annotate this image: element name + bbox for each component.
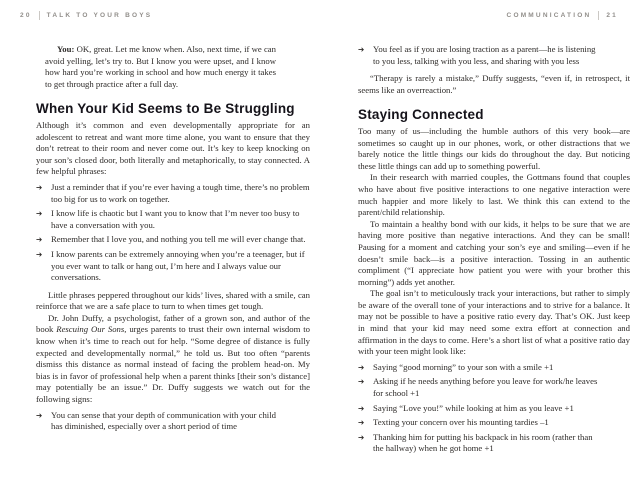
paragraph: To maintain a healthy bond with our kids, it helps to be sure that we are having more positive than negative interactions. And they can be small! Pausing for a moment and catching your son’s eye and smiling—even if he doesn’t smile back—is a positive interaction. Tossing in an authentic compliment (“I appreciate how patient you were with your brother this morning”) adds yet another. (358, 218, 630, 287)
list-item (36, 234, 310, 246)
duffy-text-before: Dr. John Duffy, a psychologist, father of a grown son, and author of the book (36, 312, 310, 335)
left-running-head: TALK TO YOUR BOYS (46, 12, 153, 19)
right-page-header (507, 11, 618, 20)
left-page-body (36, 44, 310, 439)
warning-signs-list (36, 410, 310, 433)
arrow-bullet-icon: ➔ (358, 45, 365, 54)
list-item (36, 410, 310, 433)
list-item (358, 403, 630, 415)
arrow-bullet-icon: ➔ (36, 249, 43, 259)
right-running-head: COMMUNICATION (506, 12, 592, 19)
helpful-phrases-list (36, 182, 310, 284)
list-item-text: Thanking him for putting his backpack in his room (rather than the hallway) when he got home +1 (373, 431, 593, 454)
left-page-number: 20 (20, 12, 32, 19)
intro-paragraph: Although it’s common and even developmentally appropriate for an adolescent to retreat and want more time alone, you want to ensure that they don’t retreat to their room and never come out. It’s key to keep knocking on your son’s closed door, both literally and metaphorically, to stay connected. A few helpful phrases: (36, 119, 310, 177)
list-item (36, 208, 310, 231)
right-page-number: 21 (606, 12, 618, 19)
list-item (36, 249, 310, 284)
dialogue-paragraph (45, 44, 276, 90)
list-item-text: Saying “Love you!” while looking at him as you leave +1 (373, 402, 574, 413)
arrow-bullet-icon: ➔ (36, 209, 43, 219)
list-item (358, 362, 630, 374)
list-item (358, 44, 630, 67)
arrow-bullet-icon: ➔ (358, 377, 365, 387)
arrow-bullet-icon: ➔ (36, 182, 43, 192)
section-heading-struggling: When Your Kid Seems to Be Struggling (36, 101, 295, 117)
arrow-bullet-icon: ➔ (36, 410, 43, 420)
little-phrases-paragraph: Little phrases peppered throughout our kids’ lives, shared with a smile, can reinforce that we are a safe place to turn to when times get tough. (36, 289, 310, 312)
dialogue-speaker: You: (57, 44, 75, 54)
list-item-text: I know life is chaotic but I want you to know that I’m never too busy to have a conversation with you. (51, 208, 300, 230)
arrow-bullet-icon: ➔ (358, 403, 365, 413)
arrow-bullet-icon: ➔ (358, 362, 365, 372)
list-item (358, 432, 630, 455)
list-item-text: You feel as if you are losing traction as a parent—he is listening to you less, talking with you less, and sharing with you less (373, 44, 596, 66)
warning-signs-list-continued (358, 44, 630, 67)
left-page-header (20, 11, 152, 20)
list-item (36, 182, 310, 205)
arrow-bullet-icon: ➔ (358, 418, 365, 428)
list-item-text: You can sense that your depth of communication with your child has diminished, especially over a short period of time (51, 409, 276, 432)
book-title-italic: Rescuing Our Sons (56, 324, 125, 335)
section-heading-staying-connected: Staying Connected (358, 107, 484, 123)
dialogue-text: OK, great. Let me know when. Also, next time, if we can avoid yelling, let’s try to. But I know you were upset, and I know how hard you’re working in school and how much energy it takes to get through practice after a full day. (45, 44, 277, 89)
positive-ratio-list (358, 362, 630, 455)
list-item-text: Texting your concern over his mounting tardies –1 (373, 417, 549, 428)
paragraph: Too many of us—including the humble authors of this very book—are sometimes so caught up in our phones, work, or other distractions that we barely notice the little things our kids do throughout the day. But noticing these little things can add up to something powerful. (358, 125, 630, 171)
paragraph: The goal isn’t to meticulously track your interactions, but rather to simply be aware of the overall tone of your interactions and to strive for a balance. It may not be possible to have a positive ratio every day. That’s OK. Just keep in mind that your kid may need some extra effort at connection and affirmation in the days to come. Here’s a short list of what a positive ratio day with your teen might look like: (358, 288, 630, 357)
list-item (358, 376, 630, 399)
duffy-paragraph (36, 313, 310, 406)
arrow-bullet-icon: ➔ (36, 235, 43, 245)
list-item-text: Saying “good morning” to your son with a smile +1 (373, 361, 554, 372)
right-page-body (358, 44, 630, 461)
list-item-text: I know parents can be extremely annoying when you’re a teenager, but if you ever want to talk or hang out, I’m here and I always value our conversations. (51, 248, 305, 283)
arrow-bullet-icon: ➔ (358, 432, 365, 442)
header-divider (39, 11, 40, 20)
paragraph: In their research with married couples, the Gottmans found that couples who have about five positive interactions to one negative interaction were much happier and more likely to last. We think this can extend to the parent/child relationship. (358, 172, 630, 218)
list-item-text: Remember that I love you, and nothing you tell me will ever change that. (51, 234, 306, 245)
list-item-text: Just a reminder that if you’re ever having a tough time, there’s no problem too big for us to work on together. (51, 181, 310, 204)
list-item (358, 417, 630, 429)
header-divider (598, 11, 599, 20)
duffy-text-after: , urges parents to trust their own internal wisdom to know when it’s time to reach out for help. “Some degree of distance is fully expected and developmentally normal,” he told us. But too often “parents dismiss this distance as normal instead of facing the problem head-on. My bias is in favor of professional help when a parent thinks [their son’s distance] may potentially be an issue.” Dr. Duffy suggests we watch out for the following signs: (36, 324, 310, 405)
list-item-text: Asking if he needs anything before you leave for work/he leaves for school +1 (373, 376, 598, 399)
therapy-paragraph: “Therapy is rarely a mistake,” Duffy suggests, “even if, in retrospect, it seems like an overreaction.” (358, 73, 630, 95)
